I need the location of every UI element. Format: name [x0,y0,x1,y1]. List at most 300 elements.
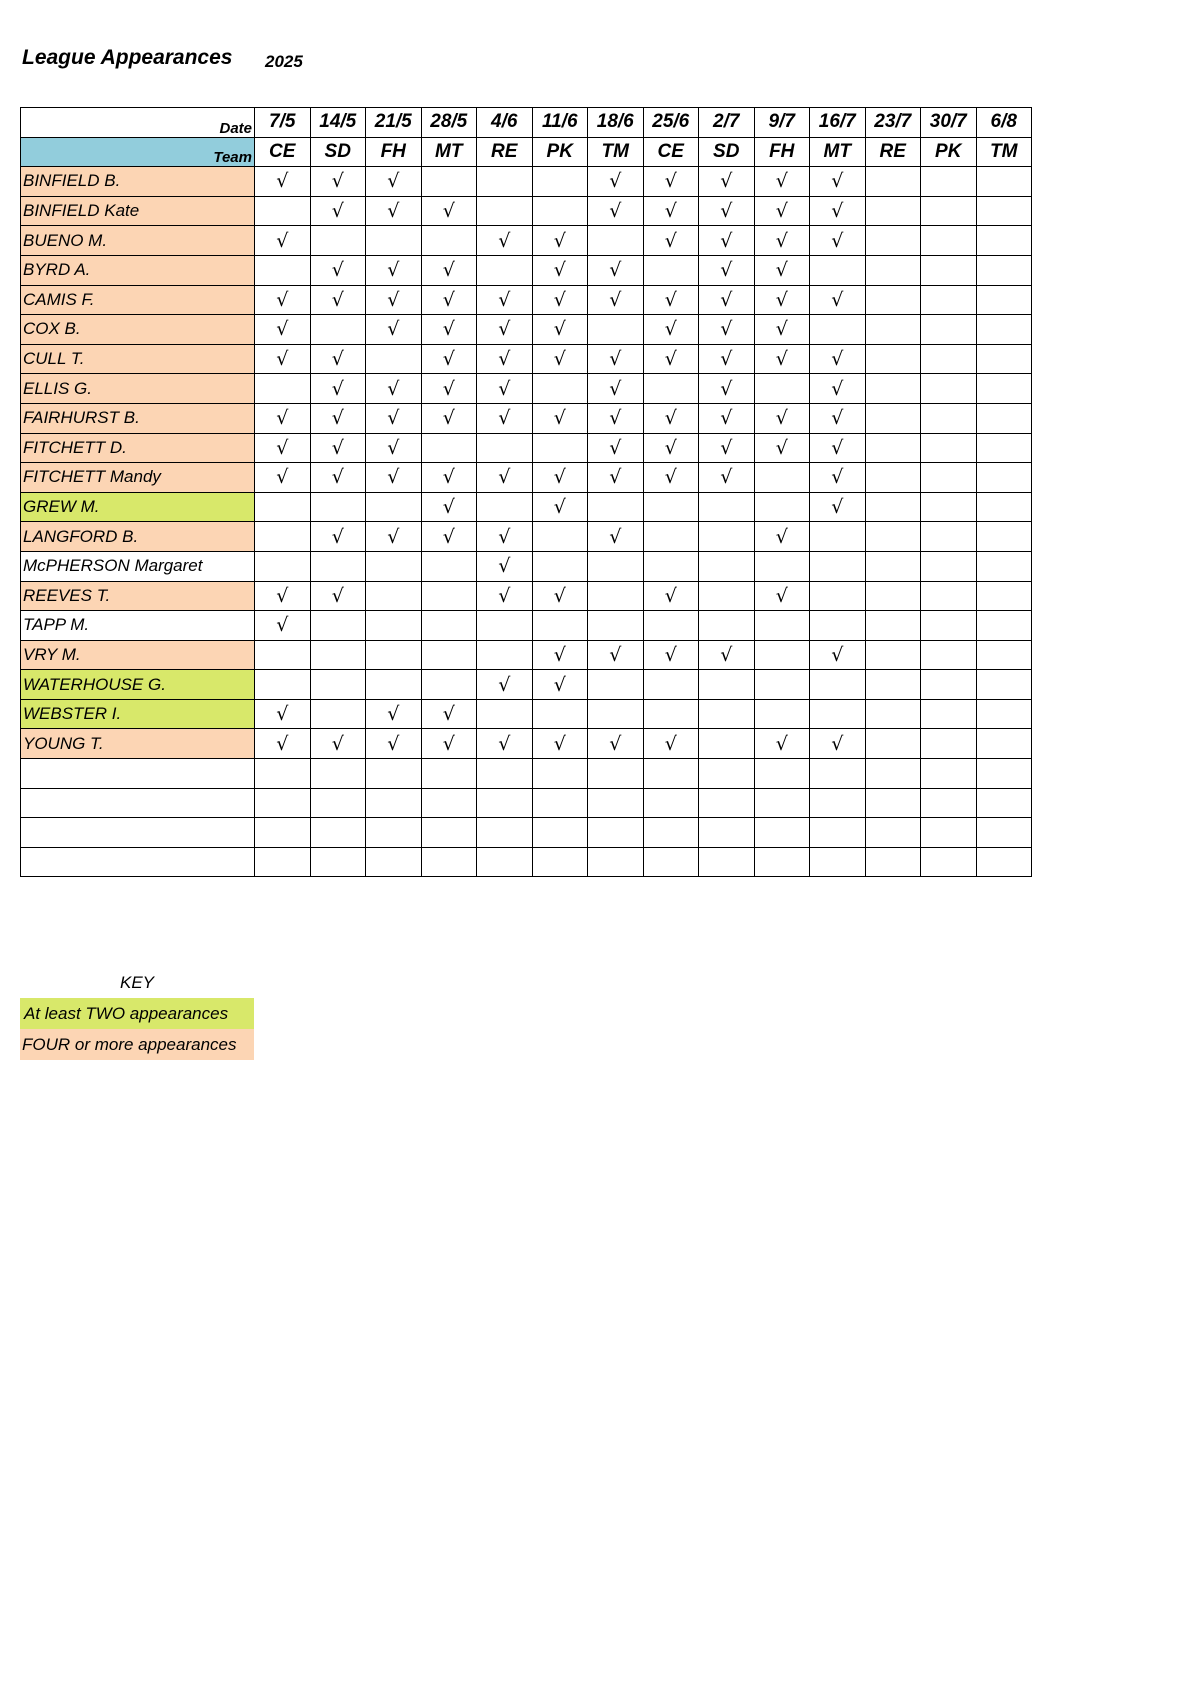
appearance-empty [699,699,755,729]
appearance-check: √ [643,285,699,315]
player-row [21,551,1032,581]
appearance-check: √ [532,581,588,611]
appearance-empty [921,759,977,789]
appearance-empty [255,551,311,581]
player-name: YOUNG T. [21,729,255,759]
appearance-empty [976,522,1032,552]
appearance-empty [477,196,533,226]
team-cell: FH [754,137,810,167]
appearance-empty [588,611,644,641]
appearance-check: √ [255,463,311,493]
appearance-check: √ [310,255,366,285]
appearance-check: √ [421,255,477,285]
appearance-empty [976,611,1032,641]
appearance-check: √ [588,255,644,285]
appearance-empty [643,670,699,700]
appearance-empty [921,818,977,848]
appearance-empty [421,847,477,877]
player-name: CULL T. [21,344,255,374]
team-cell: PK [532,137,588,167]
appearance-empty [976,344,1032,374]
date-cell: 30/7 [921,108,977,138]
appearance-check: √ [754,196,810,226]
appearance-empty [865,492,921,522]
player-name: BUENO M. [21,226,255,256]
appearance-check: √ [366,729,422,759]
player-row [21,374,1032,404]
appearance-empty [421,611,477,641]
appearance-check: √ [643,315,699,345]
appearance-empty [921,196,977,226]
appearance-empty [810,759,866,789]
appearance-check: √ [810,226,866,256]
appearance-empty [366,581,422,611]
appearance-empty [921,670,977,700]
player-name: ELLIS G. [21,374,255,404]
date-label: Date [21,108,255,138]
appearance-check: √ [477,670,533,700]
appearance-check: √ [366,255,422,285]
appearance-empty [588,226,644,256]
appearance-empty [699,611,755,641]
appearance-check: √ [810,492,866,522]
appearance-empty [921,492,977,522]
appearance-check: √ [255,699,311,729]
appearance-empty [754,492,810,522]
appearance-empty [699,729,755,759]
appearance-empty [366,670,422,700]
appearance-empty [810,818,866,848]
appearance-check: √ [366,196,422,226]
date-cell: 18/6 [588,108,644,138]
appearance-check: √ [366,699,422,729]
appearance-check: √ [810,344,866,374]
appearance-empty [976,818,1032,848]
empty-row [21,818,1032,848]
player-row [21,492,1032,522]
appearance-empty [865,285,921,315]
appearance-check: √ [643,581,699,611]
appearance-check: √ [699,344,755,374]
appearance-check: √ [532,729,588,759]
appearance-check: √ [421,315,477,345]
appearance-check: √ [421,729,477,759]
appearance-empty [310,759,366,789]
player-name: FAIRHURST B. [21,403,255,433]
team-cell: SD [699,137,755,167]
appearance-empty [921,315,977,345]
appearance-empty [532,699,588,729]
appearance-empty [310,788,366,818]
team-header-row [21,137,1032,167]
appearance-check: √ [310,403,366,433]
appearance-empty [532,611,588,641]
appearance-check: √ [255,226,311,256]
appearance-empty [699,670,755,700]
appearance-check: √ [588,522,644,552]
season-year: 2025 [265,52,303,71]
appearance-check: √ [699,640,755,670]
appearance-empty [421,759,477,789]
appearance-empty [810,699,866,729]
player-name: BINFIELD Kate [21,196,255,226]
date-cell: 7/5 [255,108,311,138]
appearance-empty [865,551,921,581]
appearance-empty [976,255,1032,285]
appearance-check: √ [532,255,588,285]
appearance-check: √ [754,433,810,463]
appearance-empty [588,818,644,848]
appearance-check: √ [477,315,533,345]
appearance-check: √ [699,196,755,226]
appearance-empty [532,374,588,404]
appearance-check: √ [255,403,311,433]
appearance-empty [865,344,921,374]
player-name: LANGFORD B. [21,522,255,552]
player-row [21,285,1032,315]
player-name: FITCHETT Mandy [21,463,255,493]
appearance-empty [532,759,588,789]
empty-name-cell [21,847,255,877]
player-row [21,522,1032,552]
appearance-empty [421,433,477,463]
appearance-check: √ [588,196,644,226]
date-cell: 11/6 [532,108,588,138]
appearance-empty [754,818,810,848]
appearance-empty [976,374,1032,404]
appearance-empty [976,463,1032,493]
appearance-empty [643,551,699,581]
appearance-check: √ [643,344,699,374]
appearance-check: √ [643,640,699,670]
player-row [21,670,1032,700]
appearance-empty [865,640,921,670]
appearance-check: √ [477,729,533,759]
appearance-empty [754,374,810,404]
appearance-check: √ [699,403,755,433]
appearance-empty [865,729,921,759]
appearance-empty [588,788,644,818]
appearance-check: √ [754,226,810,256]
date-cell: 21/5 [366,108,422,138]
appearance-check: √ [810,640,866,670]
player-row [21,255,1032,285]
appearance-check: √ [421,285,477,315]
appearance-empty [532,167,588,197]
appearance-empty [976,581,1032,611]
appearance-empty [976,699,1032,729]
appearance-empty [366,640,422,670]
appearance-empty [532,196,588,226]
appearance-empty [643,788,699,818]
appearance-check: √ [588,167,644,197]
appearance-empty [310,847,366,877]
date-cell: 14/5 [310,108,366,138]
appearance-empty [477,255,533,285]
appearance-empty [699,788,755,818]
appearance-empty [976,847,1032,877]
appearance-empty [255,788,311,818]
appearance-check: √ [477,403,533,433]
appearance-empty [865,788,921,818]
date-cell: 6/8 [976,108,1032,138]
appearance-check: √ [810,403,866,433]
appearance-empty [754,759,810,789]
appearance-check: √ [643,729,699,759]
appearance-check: √ [754,729,810,759]
player-row [21,640,1032,670]
player-name: WEBSTER I. [21,699,255,729]
player-row [21,699,1032,729]
player-row [21,581,1032,611]
appearance-check: √ [532,640,588,670]
appearance-empty [865,759,921,789]
date-cell: 25/6 [643,108,699,138]
appearance-check: √ [532,492,588,522]
appearance-empty [366,492,422,522]
team-cell: RE [477,137,533,167]
player-row [21,433,1032,463]
appearance-check: √ [255,167,311,197]
appearance-check: √ [810,463,866,493]
appearance-check: √ [366,315,422,345]
appearance-check: √ [366,285,422,315]
appearance-check: √ [754,255,810,285]
appearance-empty [865,847,921,877]
appearance-check: √ [643,403,699,433]
appearance-check: √ [754,315,810,345]
team-cell: RE [865,137,921,167]
appearance-check: √ [310,581,366,611]
appearance-empty [643,818,699,848]
appearance-check: √ [810,374,866,404]
appearance-check: √ [255,315,311,345]
player-name: TAPP M. [21,611,255,641]
team-cell: FH [366,137,422,167]
appearance-empty [366,788,422,818]
appearance-empty [255,818,311,848]
appearance-check: √ [699,255,755,285]
appearance-empty [643,255,699,285]
appearance-check: √ [310,729,366,759]
appearance-check: √ [754,403,810,433]
appearance-empty [699,581,755,611]
date-cell: 28/5 [421,108,477,138]
appearance-empty [366,551,422,581]
appearance-empty [810,551,866,581]
appearance-empty [810,315,866,345]
appearance-check: √ [699,226,755,256]
appearance-empty [976,551,1032,581]
appearance-empty [366,226,422,256]
appearance-check: √ [532,226,588,256]
date-header-row [21,108,1032,138]
appearances-table [20,107,1032,877]
player-row [21,729,1032,759]
team-cell: MT [810,137,866,167]
team-cell: CE [643,137,699,167]
appearance-empty [865,581,921,611]
player-name: McPHERSON Margaret [21,551,255,581]
appearance-empty [532,433,588,463]
appearance-check: √ [366,374,422,404]
appearance-empty [588,315,644,345]
appearance-empty [588,551,644,581]
appearance-check: √ [699,167,755,197]
appearance-check: √ [255,729,311,759]
appearance-empty [366,847,422,877]
appearance-empty [810,611,866,641]
appearance-check: √ [588,285,644,315]
appearance-check: √ [366,433,422,463]
appearance-empty [532,551,588,581]
appearance-empty [976,788,1032,818]
team-cell: PK [921,137,977,167]
appearance-empty [921,167,977,197]
empty-row [21,847,1032,877]
appearance-empty [699,551,755,581]
appearance-empty [921,699,977,729]
appearance-check: √ [255,285,311,315]
appearance-empty [921,729,977,759]
page-title: League Appearances [22,46,233,69]
appearance-empty [921,522,977,552]
appearance-empty [699,492,755,522]
appearance-empty [532,522,588,552]
appearance-check: √ [532,285,588,315]
appearance-empty [754,670,810,700]
appearance-check: √ [699,374,755,404]
player-name: BINFIELD B. [21,167,255,197]
appearance-empty [421,818,477,848]
appearance-empty [366,611,422,641]
appearance-empty [255,492,311,522]
appearance-check: √ [477,522,533,552]
appearance-empty [921,374,977,404]
appearance-empty [310,699,366,729]
appearance-check: √ [643,463,699,493]
appearance-check: √ [643,226,699,256]
appearance-empty [421,670,477,700]
appearance-empty [366,759,422,789]
appearance-empty [976,403,1032,433]
appearance-empty [754,640,810,670]
appearance-check: √ [310,374,366,404]
appearance-empty [588,581,644,611]
date-cell: 23/7 [865,108,921,138]
empty-name-cell [21,788,255,818]
appearance-empty [976,285,1032,315]
appearance-empty [754,788,810,818]
appearance-check: √ [310,196,366,226]
empty-name-cell [21,818,255,848]
appearance-check: √ [588,729,644,759]
team-label: Team [21,137,255,167]
appearance-empty [477,167,533,197]
appearance-check: √ [421,492,477,522]
appearance-empty [865,463,921,493]
appearance-check: √ [754,344,810,374]
appearance-empty [477,847,533,877]
appearance-check: √ [588,640,644,670]
empty-row [21,759,1032,789]
appearance-empty [643,611,699,641]
appearance-empty [366,344,422,374]
appearance-empty [310,818,366,848]
appearance-empty [921,847,977,877]
date-cell: 9/7 [754,108,810,138]
appearance-empty [310,611,366,641]
appearance-empty [255,522,311,552]
appearance-empty [255,255,311,285]
appearance-empty [921,226,977,256]
appearance-check: √ [310,433,366,463]
appearance-check: √ [588,463,644,493]
date-cell: 4/6 [477,108,533,138]
key-item-four-appearances: FOUR or more appearances [20,1029,254,1060]
appearance-check: √ [643,167,699,197]
appearance-empty [976,640,1032,670]
appearance-empty [865,699,921,729]
appearance-empty [865,226,921,256]
appearance-empty [810,522,866,552]
appearance-empty [421,788,477,818]
appearance-check: √ [421,196,477,226]
player-name: FITCHETT D. [21,433,255,463]
appearance-check: √ [810,433,866,463]
player-name: BYRD A. [21,255,255,285]
appearance-check: √ [532,344,588,374]
appearance-check: √ [588,403,644,433]
appearance-empty [421,581,477,611]
appearance-empty [865,522,921,552]
appearance-check: √ [643,196,699,226]
appearance-empty [643,522,699,552]
appearance-check: √ [421,699,477,729]
appearance-empty [699,818,755,848]
appearance-check: √ [699,463,755,493]
appearance-empty [976,433,1032,463]
appearance-empty [810,581,866,611]
appearance-empty [310,670,366,700]
appearance-empty [976,670,1032,700]
appearance-empty [643,492,699,522]
appearance-empty [310,492,366,522]
player-name: GREW M. [21,492,255,522]
appearance-empty [310,315,366,345]
empty-row [21,788,1032,818]
team-cell: CE [255,137,311,167]
appearance-empty [699,847,755,877]
appearance-check: √ [588,344,644,374]
appearance-empty [865,315,921,345]
player-row [21,196,1032,226]
appearance-check: √ [477,226,533,256]
appearance-check: √ [477,285,533,315]
appearance-empty [976,315,1032,345]
appearance-empty [477,492,533,522]
appearance-check: √ [310,344,366,374]
team-cell: TM [976,137,1032,167]
appearance-check: √ [310,463,366,493]
player-name: WATERHOUSE G. [21,670,255,700]
appearance-check: √ [421,463,477,493]
appearance-check: √ [532,315,588,345]
appearance-check: √ [255,611,311,641]
appearance-empty [810,670,866,700]
team-cell: MT [421,137,477,167]
date-cell: 16/7 [810,108,866,138]
